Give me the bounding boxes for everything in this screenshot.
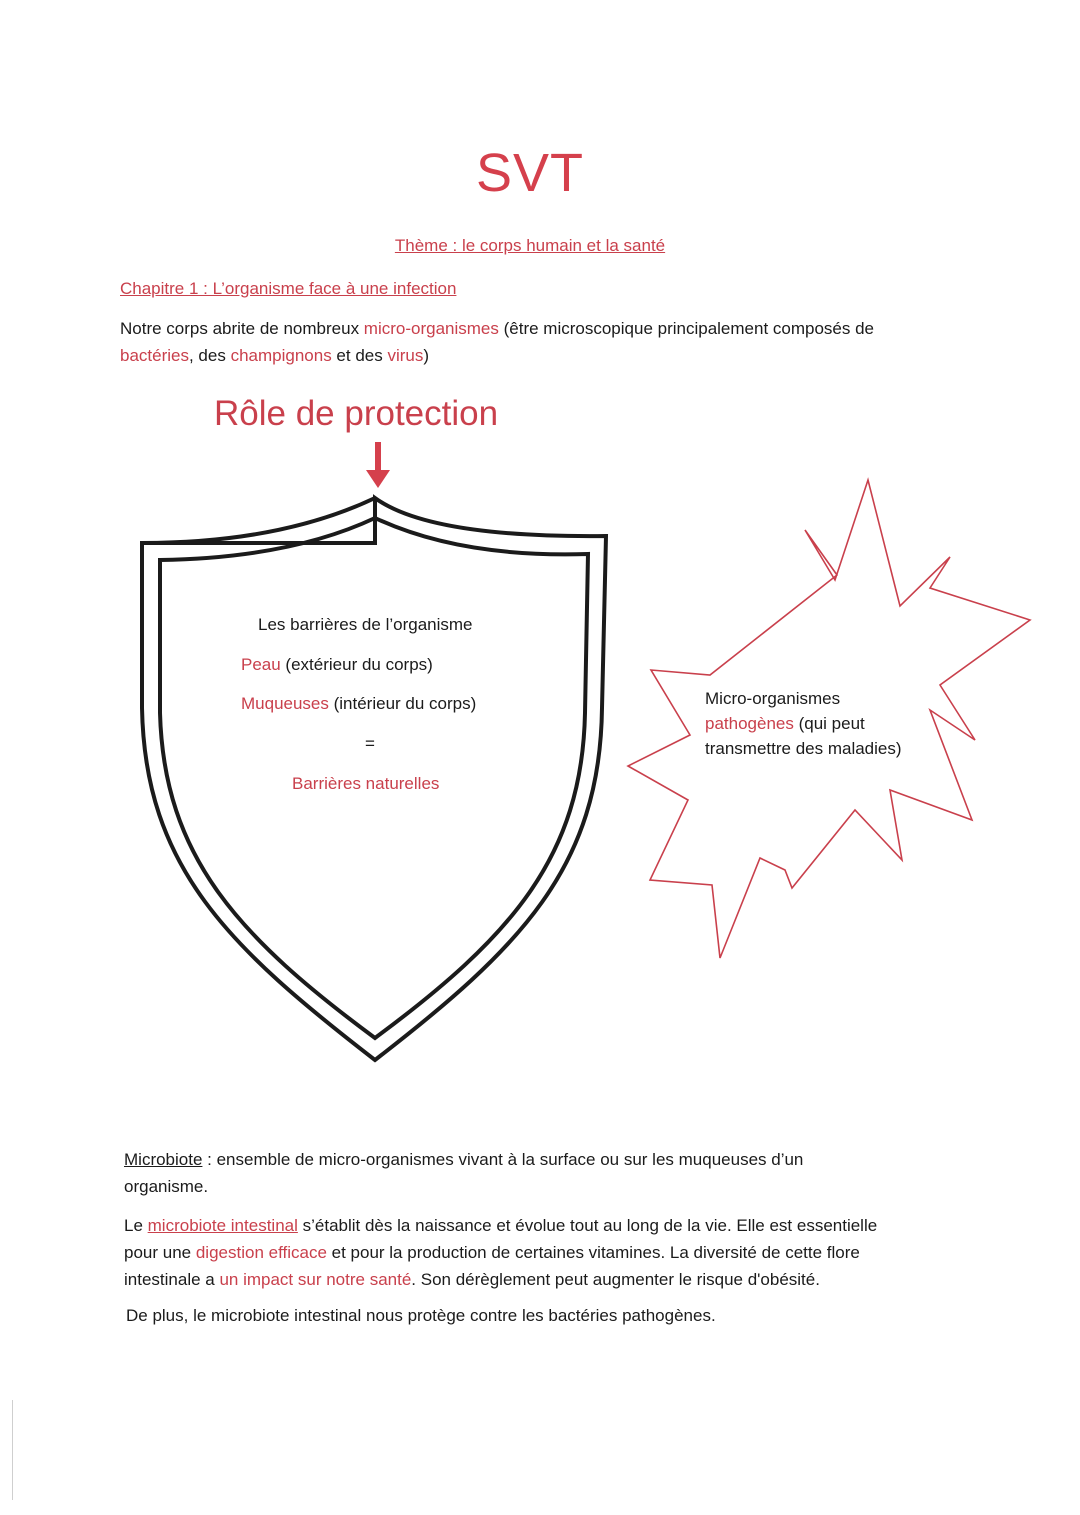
keyword-peau: Peau	[241, 655, 281, 674]
keyword-microbiote-intestinal: microbiote intestinal	[147, 1216, 298, 1235]
keyword-virus: virus	[387, 346, 424, 365]
protection-heading: Rôle de protection	[214, 394, 499, 433]
shield-heading: Les barrières de l’organisme	[258, 615, 473, 634]
shield-result: Barrières naturelles	[292, 774, 440, 793]
microbiote-protection-sentence: De plus, le microbiote intestinal nous protège contre les bactéries pathogènes.	[126, 1306, 716, 1325]
down-arrow-icon	[362, 440, 394, 492]
keyword-muqueuses: Muqueuses	[241, 694, 329, 713]
theme-heading: Thème : le corps humain et la santé	[394, 236, 666, 255]
keyword-micro-organismes: micro-organismes	[363, 319, 499, 338]
microbiote-paragraph: Le microbiote intestinal s’établit dès la naissance et évolue tout au long de la vie. Elle est essentielle pour une digestion efficace et pour la production de certaines vitamines. La diversité de cette flore intestinale a un impact sur notre santé. Son dérèglement peut augmenter le risque d'obésité.	[124, 1216, 878, 1289]
shield-equals: =	[365, 734, 375, 753]
microbiote-label: Microbiote	[124, 1150, 203, 1169]
keyword-champignons: champignons	[230, 346, 332, 365]
shield-peau-line: Peau (extérieur du corps)	[241, 655, 433, 674]
keyword-digestion-efficace: digestion efficace	[195, 1243, 327, 1262]
keyword-bacteries: bactéries	[120, 346, 189, 365]
keyword-impact-sante: un impact sur notre santé	[219, 1270, 412, 1289]
intro-paragraph: Notre corps abrite de nombreux micro-organismes (être microscopique principalement composés de bactéries, des champignons et des virus)	[120, 319, 875, 365]
shield-muqueuses-line: Muqueuses (intérieur du corps)	[241, 694, 477, 713]
chapter-heading: Chapitre 1 : L’organisme face à une infection	[120, 279, 457, 298]
microbiote-definition: Microbiote : ensemble de micro-organismes vivant à la surface ou sur les muqueuses d’un organisme.	[124, 1150, 804, 1196]
keyword-pathogenes: pathogènes	[705, 714, 794, 733]
burst-text: Micro-organismes pathogènes (qui peut transmettre des maladies)	[705, 689, 902, 758]
page-edge-mark	[12, 1400, 13, 1500]
page-title: SVT	[475, 143, 585, 203]
